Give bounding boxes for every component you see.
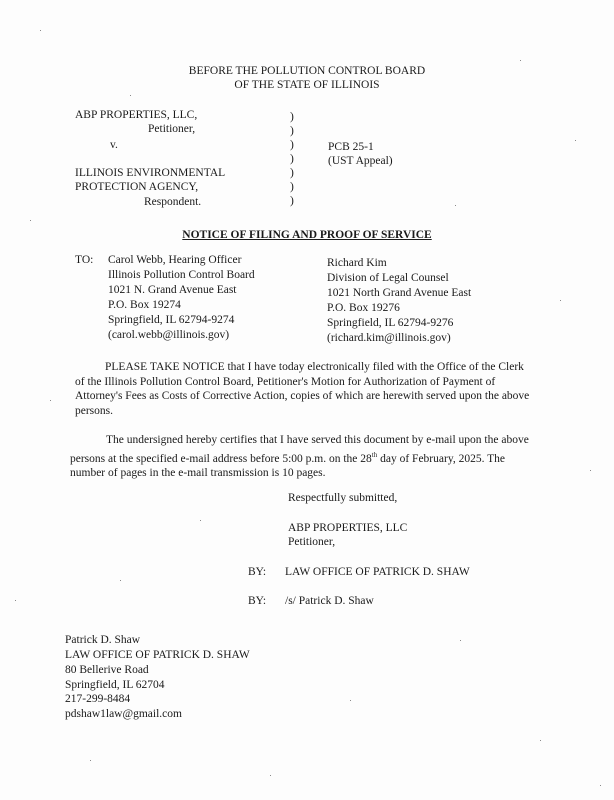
petitioner-role: Petitioner, — [148, 123, 196, 135]
recipient-email: (richard.kim@illinois.gov) — [327, 332, 451, 344]
signature-party: ABP PROPERTIES, LLC — [288, 522, 408, 534]
signature-closing: Respectfully submitted, — [288, 492, 398, 504]
respondent-line-2: PROTECTION AGENCY, — [75, 181, 199, 193]
attorney-name: Patrick D. Shaw — [65, 634, 141, 646]
attorney-city: Springfield, IL 62704 — [65, 679, 165, 691]
caption-paren: ) — [290, 153, 294, 165]
caption-paren: ) — [290, 111, 294, 123]
recipient-address: 1021 North Grand Avenue East — [327, 287, 472, 299]
recipient-address: 1021 N. Grand Avenue East — [108, 284, 237, 296]
case-type: (UST Appeal) — [328, 155, 393, 167]
service-text-a: The undersigned hereby certifies that I have served this document by e-mail upon the above persons at the specified e-mail address before 5:00 p.m. on the 28 — [70, 434, 529, 465]
recipient-city: Springfield, IL 62794-9276 — [327, 317, 454, 329]
attorney-firm: LAW OFFICE OF PATRICK D. SHAW — [65, 649, 250, 661]
caption-paren: ) — [290, 125, 294, 137]
recipient-org: Illinois Pollution Control Board — [108, 269, 255, 281]
to-label: TO: — [75, 254, 94, 266]
respondent-line-1: ILLINOIS ENVIRONMENTAL — [75, 167, 226, 179]
caption-paren: ) — [290, 195, 294, 207]
signature-signed: /s/ Patrick D. Shaw — [285, 595, 374, 607]
by-label: BY: — [248, 566, 267, 578]
recipient-email: (carol.webb@illinois.gov) — [108, 329, 230, 341]
caption-paren: ) — [290, 167, 294, 179]
notice-paragraph: PLEASE TAKE NOTICE that I have today electronically filed with the Office of the Clerk of the Illinois Pollution Control Board, Petitioner's Motion for Authorization of Payment of Attorney's Fees as Costs of Corrective Action, copies of which are herewith served upon the above persons. — [75, 361, 530, 417]
petitioner-name: ABP PROPERTIES, LLC, — [75, 109, 198, 121]
recipient-city: Springfield, IL 62794-9274 — [108, 314, 235, 326]
attorney-street: 80 Bellerive Road — [65, 664, 149, 676]
signature-firm: LAW OFFICE OF PATRICK D. SHAW — [285, 566, 470, 578]
attorney-phone: 217-299-8484 — [65, 693, 131, 705]
header-line-2: OF THE STATE OF ILLINOIS — [234, 79, 380, 91]
attorney-email: pdshaw1law@gmail.com — [65, 708, 182, 720]
service-text-b: day of February, 2025. The number of pages in the e-mail transmission is 10 pages. — [70, 452, 505, 479]
caption-paren: ) — [290, 139, 294, 151]
document-title: NOTICE OF FILING AND PROOF OF SERVICE — [182, 229, 432, 241]
service-paragraph — [70, 433, 535, 480]
recipient-org: Division of Legal Counsel — [327, 272, 449, 284]
recipient-name: Richard Kim — [327, 257, 387, 269]
recipient-box: P.O. Box 19276 — [327, 302, 400, 314]
recipient-name: Carol Webb, Hearing Officer — [108, 254, 242, 266]
service-text-sup: th — [371, 450, 378, 459]
signature-party-role: Petitioner, — [288, 536, 336, 548]
respondent-role: Respondent. — [144, 196, 202, 208]
recipient-box: P.O. Box 19274 — [108, 299, 181, 311]
case-number: PCB 25-1 — [328, 141, 374, 153]
versus: v. — [110, 139, 118, 151]
caption-paren: ) — [290, 181, 294, 193]
header-line-1: BEFORE THE POLLUTION CONTROL BOARD — [188, 65, 426, 77]
by-label: BY: — [248, 595, 267, 607]
